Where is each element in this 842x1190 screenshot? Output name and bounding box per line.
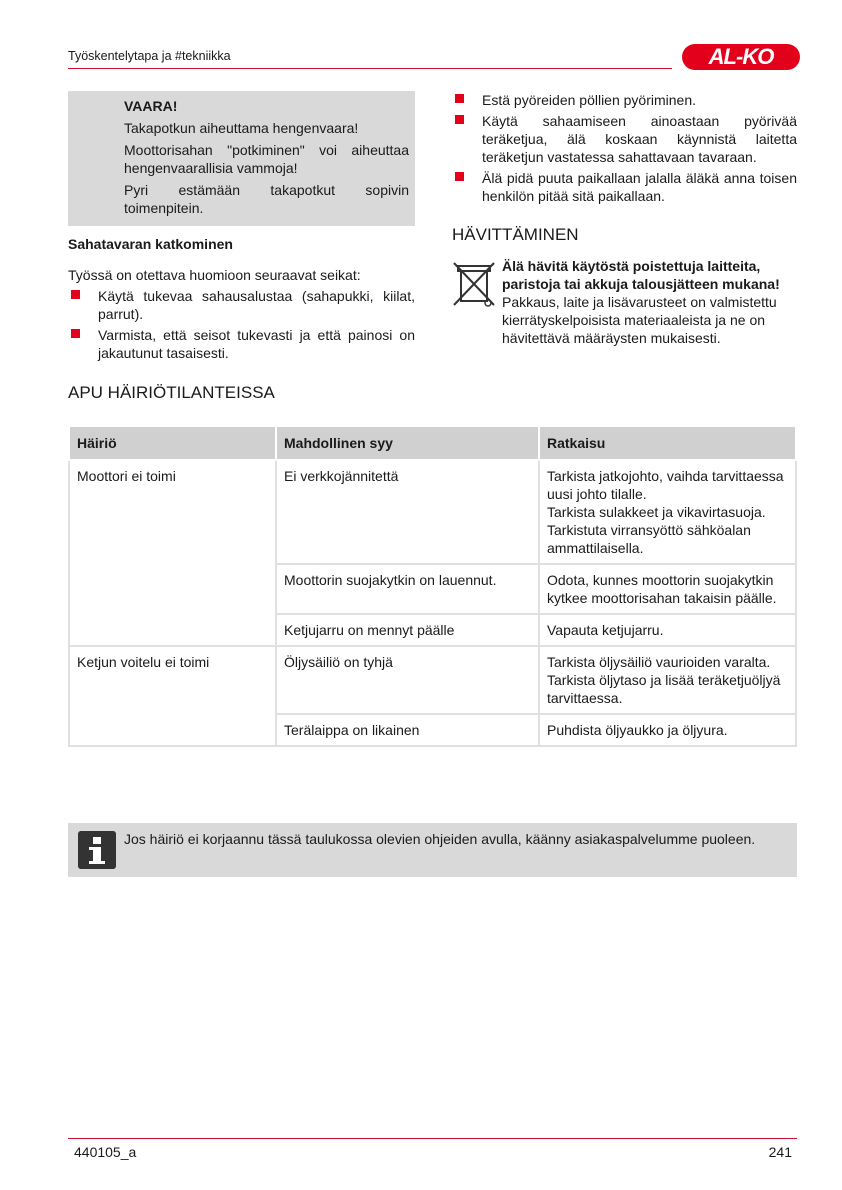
crossed-bin-icon	[452, 259, 498, 311]
table-row	[69, 646, 796, 714]
fault-cell: Ketjun voitelu ei toimi	[69, 646, 276, 746]
bullet-square-icon	[455, 94, 464, 103]
troubleshooting-table	[68, 425, 797, 747]
list-item: Käytä sahaamiseen ainoastaan pyörivää teräketjua, älä koskaan käynnistä laitetta teräketjun vastatessa sahattavaan tavaraan.	[452, 112, 797, 166]
cause-cell: Terälaippa on likainen	[276, 714, 539, 746]
document-id: 440105_a	[74, 1144, 137, 1160]
column-header: Ratkaisu	[539, 426, 796, 460]
list-item: Älä pidä puuta paikallaan jalalla äläkä anna toisen henkilön pitää sitä paikallaan.	[452, 169, 797, 205]
page-number: 241	[768, 1144, 792, 1160]
bullet-square-icon	[71, 329, 80, 338]
cause-cell: Moottorin suojakytkin on lauennut.	[276, 564, 539, 614]
cause-cell: Öljysäiliö on tyhjä	[276, 646, 539, 714]
disposal-block	[452, 257, 797, 347]
solution-cell: Tarkista jatkojohto, vaihda tarvittaessa uusi johto tilalle. Tarkista sulakkeet ja vikavirtasuoja. Tarkistuta virransyöttö sähköalan ammattilaisella.	[539, 460, 796, 564]
cause-cell: Ketjujarru on mennyt päälle	[276, 614, 539, 646]
troubleshooting-heading: APU HÄIRIÖTILANTEISSA	[68, 383, 275, 402]
column-header: Mahdollinen syy	[276, 426, 539, 460]
sawing-list	[452, 91, 797, 205]
list-item: Varmista, että seisot tukevasti ja että painosi on jakautunut tasaisesti.	[68, 326, 415, 362]
warning-line: Moottorisahan "potkiminen" voi aiheuttaa hengenvaarallisia vammoja!	[124, 142, 409, 176]
solution-cell: Tarkista öljysäiliö vaurioiden varalta. Tarkista öljytaso ja lisää teräketjuöljyä tarvittaessa.	[539, 646, 796, 714]
info-note-box	[68, 823, 797, 877]
danger-warning-box	[68, 91, 415, 226]
solution-cell: Vapauta ketjujarru.	[539, 614, 796, 646]
header-divider	[68, 68, 672, 69]
info-icon	[78, 831, 116, 869]
cutting-intro: Työssä on otettava huomioon seuraavat seikat:	[68, 267, 361, 283]
disposal-heading: HÄVITTÄMINEN	[452, 225, 579, 244]
column-header: Häiriö	[69, 426, 276, 460]
left-column	[68, 91, 415, 362]
list-item: Estä pyöreiden pöllien pyöriminen.	[452, 91, 797, 109]
list-item: Käytä tukevaa sahausalustaa (sahapukki, kiilat, parrut).	[68, 287, 415, 323]
solution-cell: Puhdista öljyaukko ja öljyura.	[539, 714, 796, 746]
bullet-square-icon	[71, 290, 80, 299]
bullet-square-icon	[455, 115, 464, 124]
info-note-text: Jos häiriö ei korjaannu tässä taulukossa olevien ohjeiden avulla, käänny asiakaspalvelumme puoleen.	[124, 831, 756, 847]
disposal-text: Pakkaus, laite ja lisävarusteet on valmistettu kierrätyskelpoisista materiaaleista ja ne on hävitettävä määräysten mukaisesti.	[502, 294, 777, 346]
disposal-warning: Älä hävitä käytöstä poistettuja laitteita, paristoja tai akkuja talousjätteen mukana!	[502, 258, 780, 292]
solution-cell: Odota, kunnes moottorin suojakytkin kytkee moottorisahan takaisin päälle.	[539, 564, 796, 614]
footer-divider	[68, 1138, 797, 1139]
cutting-list	[68, 287, 415, 362]
cutting-heading: Sahatavaran katkominen	[68, 236, 233, 252]
table-row	[69, 460, 796, 564]
cause-cell: Ei verkkojännitettä	[276, 460, 539, 564]
table-header-row	[69, 426, 796, 460]
fault-cell: Moottori ei toimi	[69, 460, 276, 646]
header-title: Työskentelytapa ja #tekniikka	[68, 49, 231, 63]
right-column	[452, 91, 797, 347]
brand-logo: AL-KO	[682, 44, 800, 70]
warning-title: VAARA!	[124, 98, 178, 114]
warning-line: Takapotkun aiheuttama hengenvaara!	[124, 120, 359, 136]
bullet-square-icon	[455, 172, 464, 181]
warning-line: Pyri estämään takapotkut sopivin toimenpitein.	[124, 182, 409, 216]
